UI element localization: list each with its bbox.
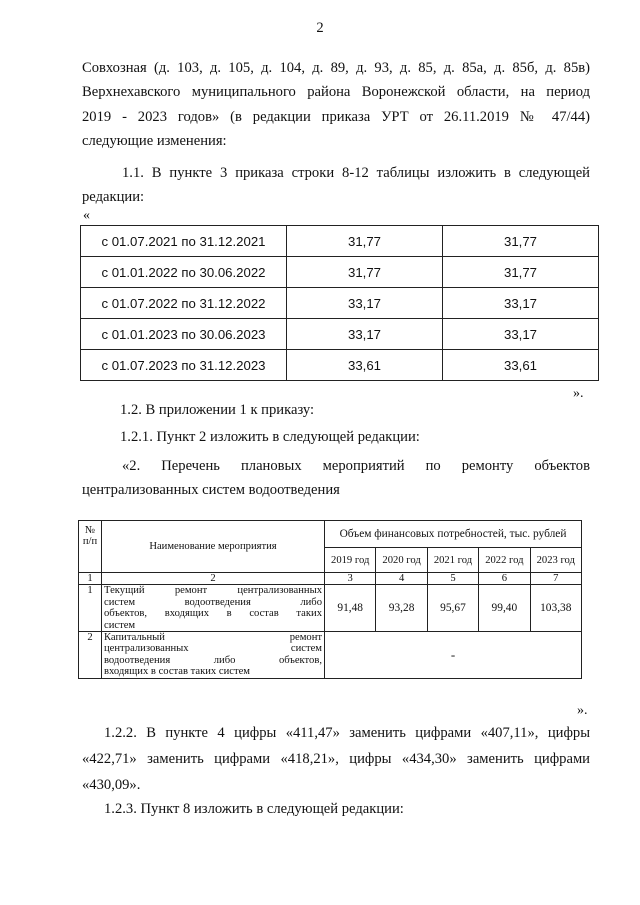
col-number: 4 bbox=[376, 573, 427, 585]
header-num: № п/п bbox=[79, 521, 102, 573]
value-cell: 33,61 bbox=[443, 350, 599, 381]
year-header: 2021 год bbox=[427, 548, 478, 573]
plan-title-line: централизованных систем водоотведения bbox=[82, 482, 340, 499]
row-name-line: систем водоотведения либо bbox=[104, 596, 322, 608]
header-row bbox=[79, 521, 582, 548]
plan-title-line: «2. Перечень плановых мероприятий по ремонту объектов bbox=[122, 458, 590, 474]
intro-paragraph bbox=[82, 56, 590, 154]
value-cell: 91,48 bbox=[325, 585, 376, 632]
value-cell: 31,77 bbox=[443, 257, 599, 288]
year-header: 2023 год bbox=[530, 548, 581, 573]
intro-line: Совхозная (д. 103, д. 105, д. 104, д. 89, д. 93, д. 85, д. 85а, д. 85б, д. 85в) bbox=[82, 60, 590, 76]
quote-close: ». bbox=[577, 703, 588, 718]
item-1-1-line: редакции: bbox=[82, 189, 145, 206]
period-cell: с 01.07.2022 по 31.12.2022 bbox=[81, 288, 287, 319]
col-number: 1 bbox=[79, 573, 102, 585]
value-cell: 33,17 bbox=[287, 319, 443, 350]
col-number: 3 bbox=[325, 573, 376, 585]
value-cell: 31,77 bbox=[443, 226, 599, 257]
item-1-2-2-line: «422,71» заменить цифрами «418,21», цифры «434,30» заменить цифрами bbox=[82, 751, 590, 767]
value-cell: 33,17 bbox=[287, 288, 443, 319]
value-cell: 103,38 bbox=[530, 585, 581, 632]
intro-line: следующие изменения: bbox=[82, 133, 227, 150]
item-1-2-3: 1.2.3. Пункт 8 изложить в следующей редакции: bbox=[104, 801, 404, 817]
row-num: 2 bbox=[79, 632, 102, 679]
row-name-line: входящих в состав таких систем bbox=[104, 666, 250, 678]
row-name-line: Текущий ремонт централизованных bbox=[104, 585, 322, 597]
header-name: Наименование мероприятия bbox=[102, 521, 325, 573]
col-number: 2 bbox=[102, 573, 325, 585]
plan-title bbox=[82, 454, 590, 503]
item-1-2: 1.2. В приложении 1 к приказу: bbox=[120, 402, 315, 418]
item-1-2-2 bbox=[82, 720, 590, 798]
tariff-table bbox=[80, 225, 599, 381]
value-cell: 93,28 bbox=[376, 585, 427, 632]
row-name-line: водоотведения либо объектов, bbox=[104, 654, 322, 666]
page-number: 2 bbox=[316, 20, 324, 36]
table-row bbox=[79, 632, 582, 679]
quote-open: « bbox=[83, 208, 90, 223]
col-number: 6 bbox=[479, 573, 530, 585]
year-header: 2020 год bbox=[376, 548, 427, 573]
row-name bbox=[102, 585, 325, 632]
table-row bbox=[81, 319, 599, 350]
plan-table bbox=[78, 520, 582, 679]
value-cell: 99,40 bbox=[479, 585, 530, 632]
table-row bbox=[81, 226, 599, 257]
value-cell: 33,17 bbox=[443, 319, 599, 350]
table-row bbox=[79, 585, 582, 632]
year-header: 2019 год bbox=[325, 548, 376, 573]
merged-value-cell: - bbox=[325, 632, 582, 679]
period-cell: с 01.01.2023 по 30.06.2023 bbox=[81, 319, 287, 350]
row-name-line: Капитальный ремонт bbox=[104, 632, 322, 644]
value-cell: 33,61 bbox=[287, 350, 443, 381]
intro-line: Верхнехавского муниципального района Воронежской области, на период bbox=[82, 84, 590, 101]
intro-line: 2019 - 2023 годов» (в редакции приказа УРТ от 26.11.2019 № 47/44) bbox=[82, 108, 590, 125]
header-volume: Объем финансовых потребностей, тыс. рублей bbox=[325, 521, 582, 548]
table-row bbox=[81, 257, 599, 288]
row-num: 1 bbox=[79, 585, 102, 632]
row-name bbox=[102, 632, 325, 679]
item-1-1 bbox=[82, 161, 590, 210]
period-cell: с 01.01.2022 по 30.06.2022 bbox=[81, 257, 287, 288]
period-cell: с 01.07.2021 по 31.12.2021 bbox=[81, 226, 287, 257]
value-cell: 33,17 bbox=[443, 288, 599, 319]
column-number-row bbox=[79, 573, 582, 585]
item-1-2-2-line: 1.2.2. В пункте 4 цифры «411,47» заменить цифрами «407,11», цифры bbox=[104, 725, 590, 741]
item-1-1-line: 1.1. В пункте 3 приказа строки 8-12 таблицы изложить в следующей bbox=[122, 165, 590, 181]
quote-close: ». bbox=[573, 386, 584, 401]
row-name-line: централизованных систем bbox=[104, 643, 322, 655]
value-cell: 31,77 bbox=[287, 226, 443, 257]
row-name-line: систем bbox=[104, 619, 136, 631]
col-number: 7 bbox=[530, 573, 581, 585]
row-name-line: объектов, входящих в состав таких bbox=[104, 608, 322, 620]
year-header: 2022 год bbox=[479, 548, 530, 573]
period-cell: с 01.07.2023 по 31.12.2023 bbox=[81, 350, 287, 381]
table-row bbox=[81, 350, 599, 381]
item-1-2-1: 1.2.1. Пункт 2 изложить в следующей редакции: bbox=[120, 429, 420, 445]
value-cell: 31,77 bbox=[287, 257, 443, 288]
value-cell: 95,67 bbox=[427, 585, 478, 632]
table-row bbox=[81, 288, 599, 319]
item-1-2-2-line: «430,09». bbox=[82, 777, 141, 793]
col-number: 5 bbox=[427, 573, 478, 585]
